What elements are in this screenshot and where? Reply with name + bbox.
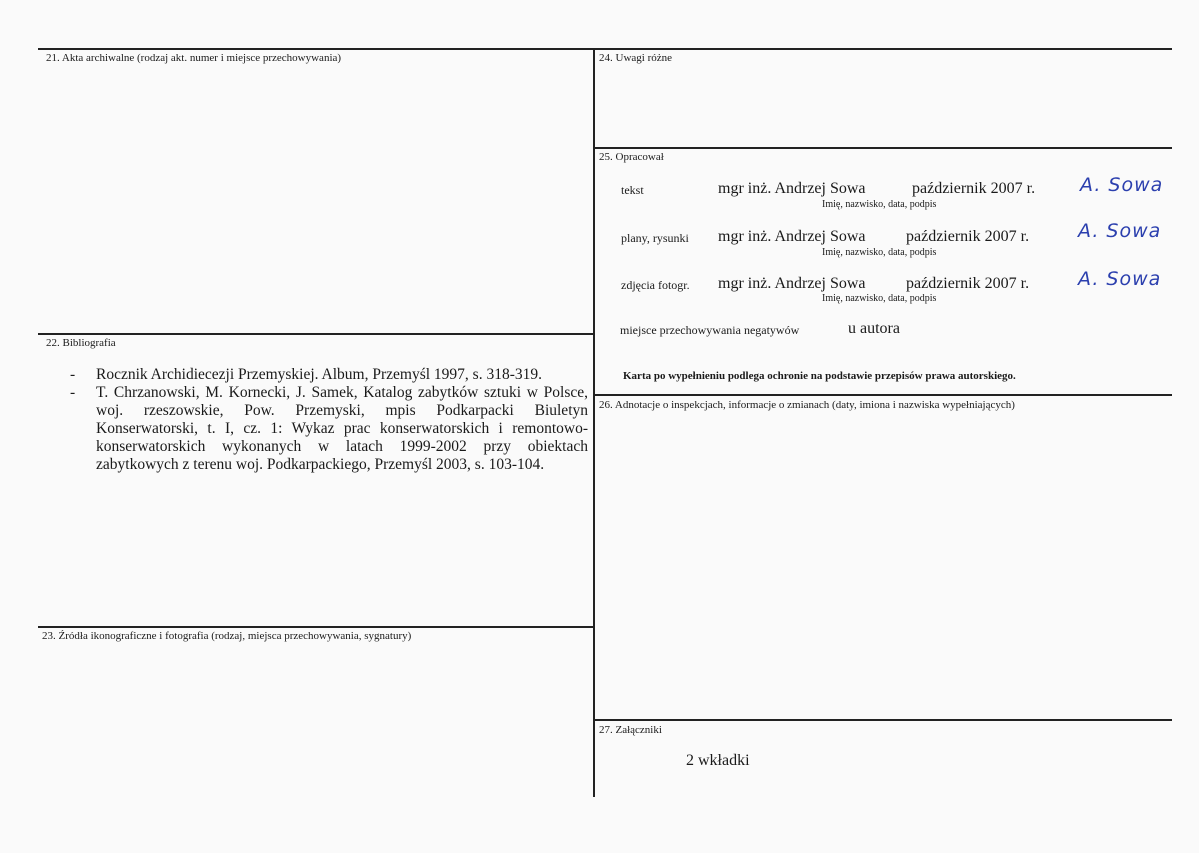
author-caption: Imię, nazwisko, data, podpis <box>822 199 937 210</box>
rule-23 <box>38 626 594 628</box>
copyright-note: Karta po wypełnieniu podlega ochronie na podstawie przepisów prawa autorskiego. <box>623 370 1016 382</box>
section-22-label: 22. Bibliografia <box>46 337 116 349</box>
section-26-label: 26. Adnotacje o inspekcjach, informacje o zmianach (daty, imiona i nazwiska wypełniających) <box>599 399 1015 411</box>
author-caption: Imię, nazwisko, data, podpis <box>822 293 937 304</box>
author-caption: Imię, nazwisko, data, podpis <box>822 247 937 258</box>
signature: A. Sowa <box>1080 174 1164 196</box>
signature: A. Sowa <box>1078 268 1162 290</box>
bibliography-list <box>68 366 588 474</box>
section-27-label: 27. Załączniki <box>599 724 662 736</box>
author-name: mgr inż. Andrzej Sowa <box>718 228 866 245</box>
author-name: mgr inż. Andrzej Sowa <box>718 275 866 292</box>
rule-26 <box>593 394 1172 396</box>
attachments-value: 2 wkładki <box>686 752 750 769</box>
rule-25 <box>593 147 1172 149</box>
section-25-label: 25. Opracował <box>599 151 664 163</box>
author-row-label: tekst <box>621 183 644 197</box>
author-date: październik 2007 r. <box>906 228 1030 245</box>
negatives-label: miejsce przechowywania negatywów <box>620 323 800 337</box>
author-date: październik 2007 r. <box>906 275 1030 292</box>
section-24-label: 24. Uwagi różne <box>599 52 673 64</box>
section-23-label: 23. Źródła ikonograficzne i fotografia (rodzaj, miejsca przechowywania, sygnatury) <box>42 630 412 642</box>
rule-22 <box>38 333 594 335</box>
author-row-label: plany, rysunki <box>621 231 689 245</box>
author-name: mgr inż. Andrzej Sowa <box>718 180 866 197</box>
column-divider <box>593 48 595 797</box>
bibliography-item: - T. Chrzanowski, M. Kornecki, J. Samek, Katalog zabytków sztuki w Polsce, woj. rzeszowskie, Pow. Przemyski, mpis Podkarpacki Biuletyn Konserwatorski, t. I, cz. 1: Wykaz prac konserwatorskich i remontowo-konserwatorskich wykonanych w latach 1999-2002 przy obiektach zabytkowych z terenu woj. Podkarpackiego, Przemyśl 2003, s. 103-104. <box>70 384 588 473</box>
top-rule <box>38 48 1172 50</box>
author-date: październik 2007 r. <box>912 180 1036 197</box>
bibliography-item: - Rocznik Archidiecezji Przemyskiej. Album, Przemyśl 1997, s. 318-319. <box>70 366 542 383</box>
author-row-label: zdjęcia fotogr. <box>621 278 690 292</box>
section-21-label: 21. Akta archiwalne (rodzaj akt. numer i miejsce przechowywania) <box>46 52 342 64</box>
negatives-value: u autora <box>848 320 900 337</box>
signature: A. Sowa <box>1078 220 1162 242</box>
rule-27 <box>593 719 1172 721</box>
